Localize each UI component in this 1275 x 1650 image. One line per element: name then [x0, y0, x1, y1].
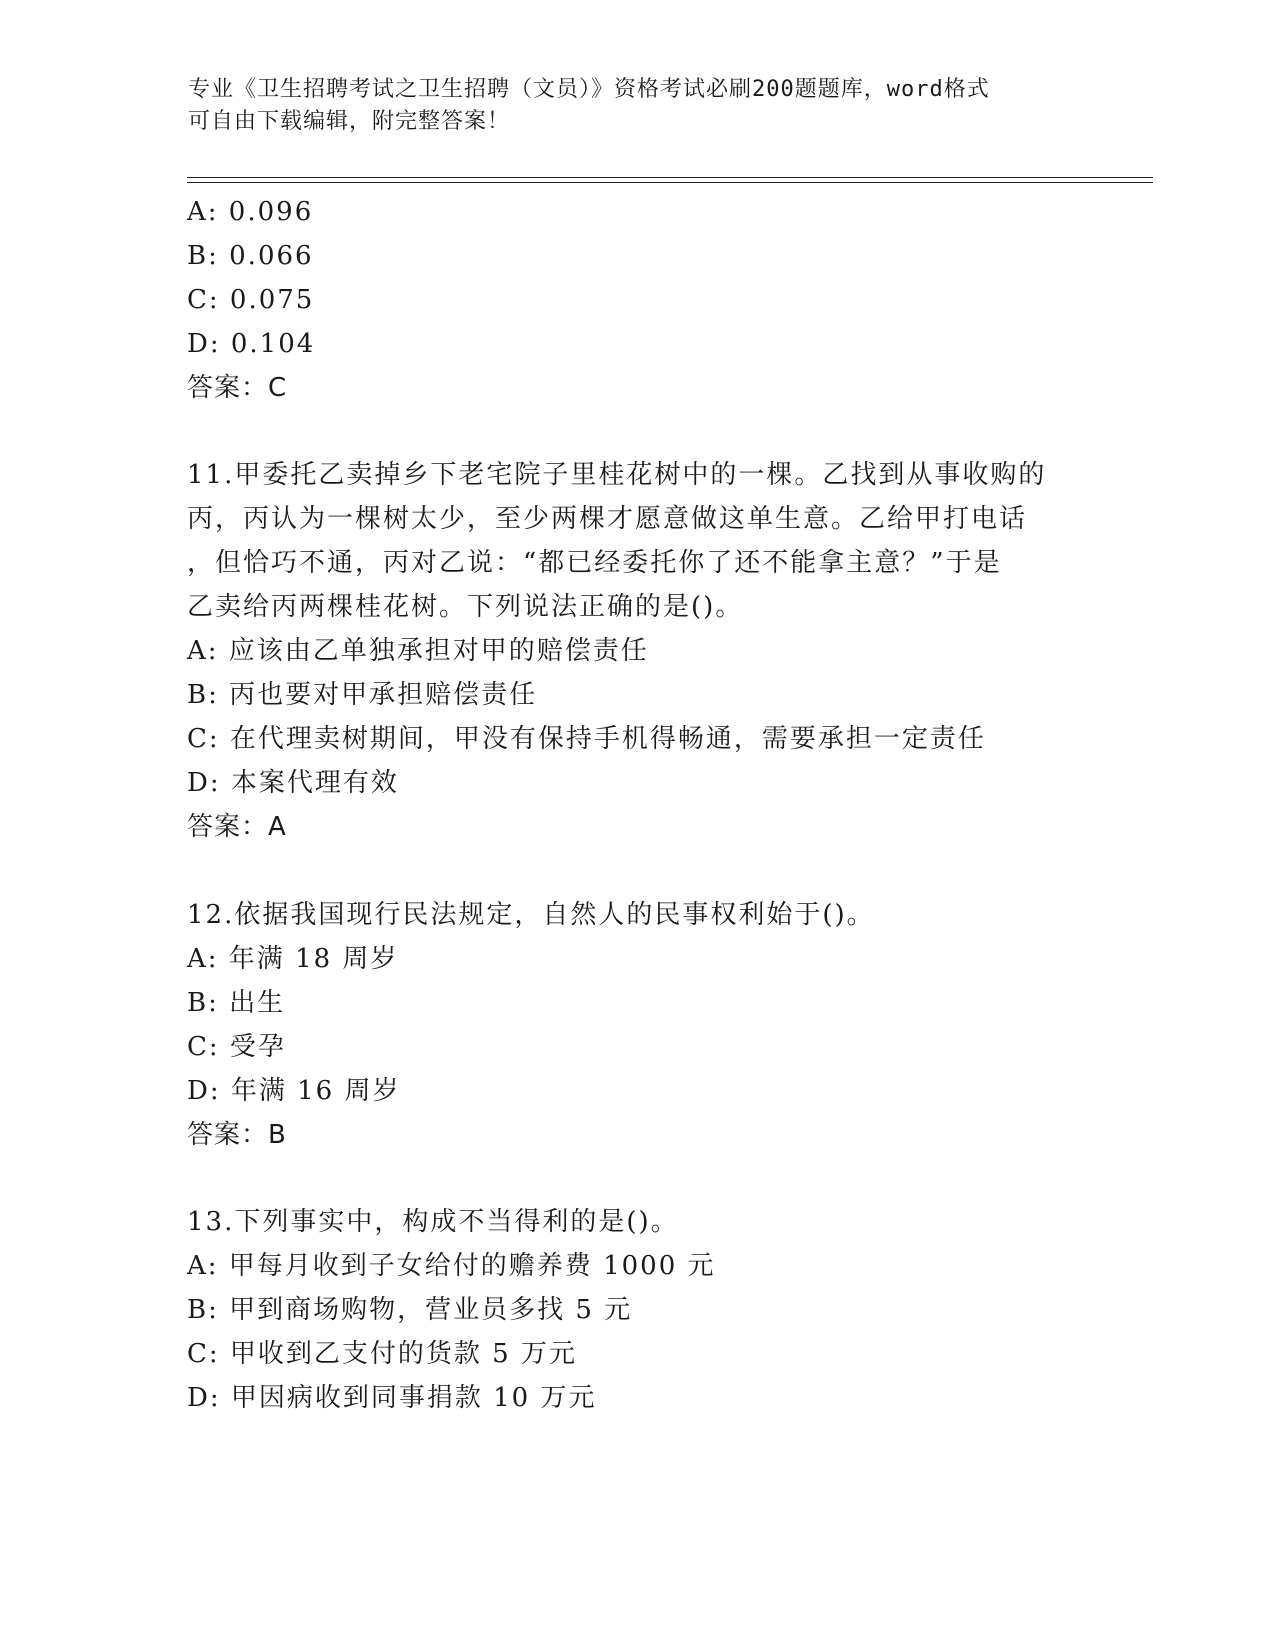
q12-option-b: B: 出生 [187, 988, 286, 1018]
q11-stem-line-1: 11.甲委托乙卖掉乡下老宅院子里桂花树中的一棵。乙找到从事收购的 [187, 460, 1047, 490]
q11-stem-line-3: ，但恰巧不通，丙对乙说：“都已经委托你了还不能拿主意？”于是 [187, 548, 1002, 578]
q13-option-c: C: 甲收到乙支付的货款 5 万元 [187, 1339, 577, 1369]
q12-option-d: D: 年满 16 周岁 [187, 1076, 401, 1106]
q11-answer: 答案：A [187, 812, 287, 842]
header-divider-bottom [187, 182, 1153, 183]
header-line-2: 可自由下载编辑，附完整答案！ [188, 109, 511, 134]
q12-answer: 答案：B [187, 1120, 287, 1150]
q11-option-c: C: 在代理卖树期间，甲没有保持手机得畅通，需要承担一定责任 [187, 724, 986, 754]
q10-answer: 答案：C [187, 373, 288, 403]
q11-option-a: A: 应该由乙单独承担对甲的赔偿责任 [187, 636, 649, 666]
header-line-1: 专业《卫生招聘考试之卫生招聘（文员）》资格考试必刷200题题库，word格式 [188, 77, 990, 102]
q13-stem: 13.下列事实中，构成不当得利的是()。 [187, 1207, 679, 1237]
q11-option-b: B: 丙也要对甲承担赔偿责任 [187, 680, 538, 710]
q13-option-b: B: 甲到商场购物，营业员多找 5 元 [187, 1295, 633, 1325]
q13-option-d: D: 甲因病收到同事捐款 10 万元 [187, 1383, 597, 1413]
q11-stem-line-2: 丙，丙认为一棵树太少，至少两棵才愿意做这单生意。乙给甲打电话 [187, 504, 1028, 534]
q12-option-c: C: 受孕 [187, 1032, 286, 1062]
document-header [188, 74, 1088, 138]
q12-option-a: A: 年满 18 周岁 [187, 944, 399, 974]
q13-option-a: A: 甲每月收到子女给付的赡养费 1000 元 [187, 1251, 716, 1281]
header-divider-top [187, 177, 1153, 178]
q10-option-c: C: 0.075 [187, 285, 315, 315]
q11-option-d: D: 本案代理有效 [187, 768, 399, 798]
q11-stem-line-4: 乙卖给丙两棵桂花树。下列说法正确的是()。 [187, 592, 744, 622]
q10-option-b: B: 0.066 [187, 241, 314, 271]
q12-stem: 12.依据我国现行民法规定，自然人的民事权利始于()。 [187, 900, 875, 930]
q10-option-a: A: 0.096 [187, 197, 314, 227]
q10-option-d: D: 0.104 [187, 329, 316, 359]
